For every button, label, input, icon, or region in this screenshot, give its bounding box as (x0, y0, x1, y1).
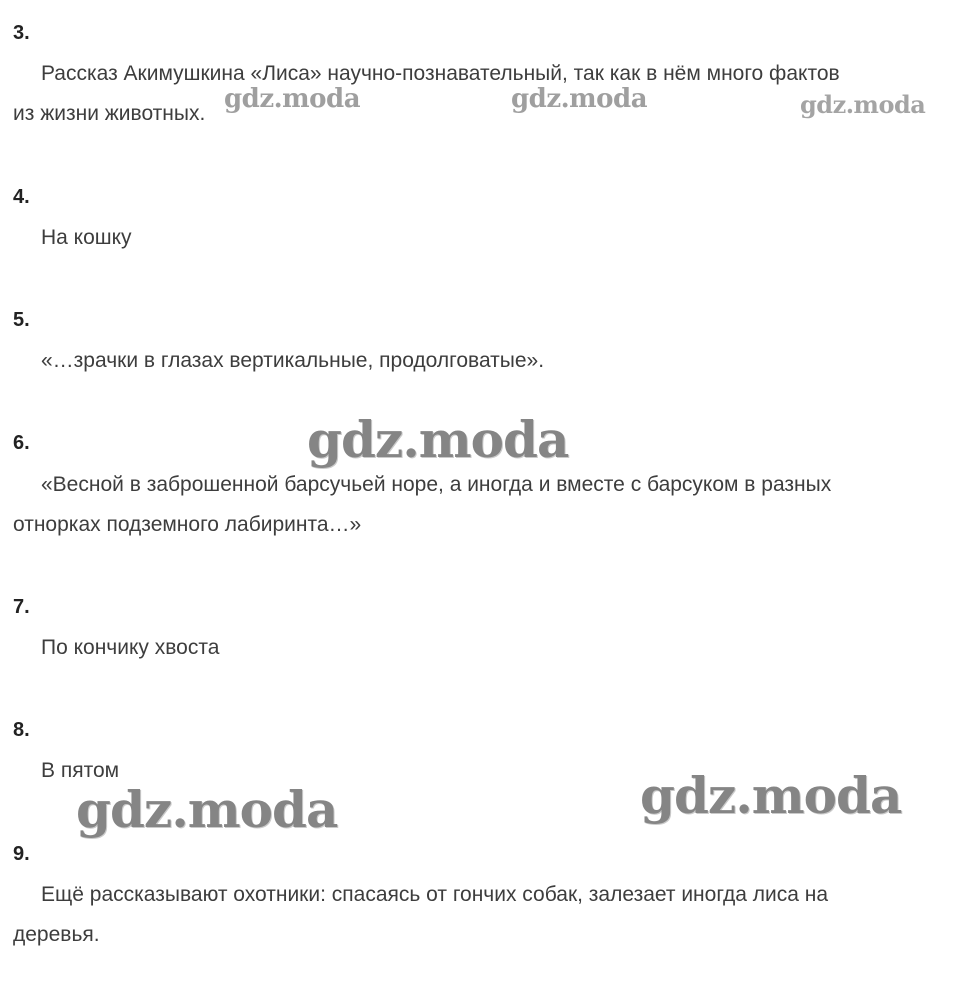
answer-text-line: «…зрачки в глазах вертикальные, продолговатые». (41, 349, 545, 372)
answer-number: 9. (13, 843, 30, 865)
answer-number: 5. (13, 309, 30, 331)
watermark: gdz.moda (76, 780, 338, 839)
watermark: gdz.moda (640, 766, 902, 825)
watermark: gdz.moda (307, 410, 569, 469)
answer-number: 4. (13, 186, 30, 208)
answer-number: 6. (13, 432, 30, 454)
answer-text-line: По кончику хвоста (41, 636, 220, 659)
watermark: gdz.moda (224, 84, 361, 114)
answer-text-line: Ещё рассказывают охотники: спасаясь от гончих собак, залезает иногда лиса на (41, 883, 829, 906)
answer-text-line: отнорках подземного лабиринта…» (13, 513, 362, 536)
answer-text-line: Рассказ Акимушкина «Лиса» научно-познавательный, так как в нём много фактов (41, 62, 840, 85)
watermark: gdz.moda (511, 84, 648, 114)
answer-text-line: В пятом (41, 759, 120, 782)
answer-number: 7. (13, 596, 30, 618)
answer-text-line: «Весной в заброшенной барсучьей норе, а иногда и вместе с барсуком в разных (41, 473, 832, 496)
answer-text-line: из жизни животных. (13, 102, 206, 125)
answer-text-line: деревья. (13, 923, 100, 946)
answer-number: 3. (13, 22, 30, 44)
answer-text-line: На кошку (41, 226, 132, 249)
watermark: gdz.moda (800, 90, 926, 119)
answer-number: 8. (13, 719, 30, 741)
